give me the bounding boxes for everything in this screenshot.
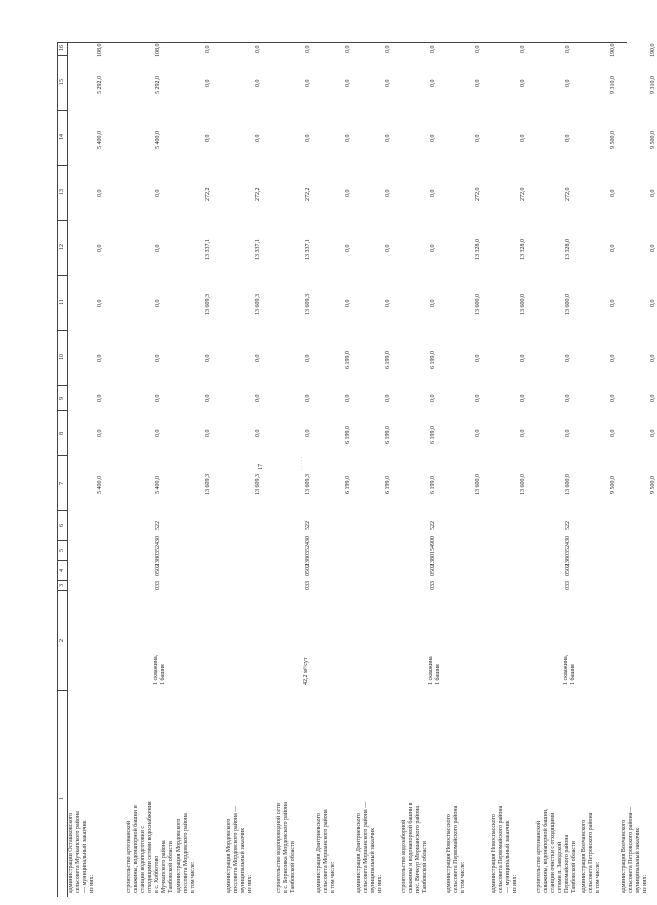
column-separator [57, 540, 67, 541]
row-value-col13: 272,2 [255, 187, 261, 201]
row-value-col9: 0,0 [345, 394, 351, 403]
row-value-col8: 6 199,0 [430, 425, 436, 444]
row-value-col13: 272,0 [475, 187, 481, 201]
row-value-col14: 5 400,0 [155, 130, 161, 149]
row-value-col14: 0,0 [475, 134, 481, 143]
row-value-col10: 0,0 [305, 354, 311, 363]
row-value-col7: 5 400,0 [97, 475, 103, 494]
row-value-col6: 522 [305, 520, 311, 530]
row-value-col9: 0,0 [610, 394, 616, 403]
header-cell: 1 [59, 796, 65, 800]
row-value-col10: 0,0 [205, 354, 211, 363]
row-value-col15: 0,0 [475, 79, 481, 88]
column-separator [57, 455, 67, 456]
row-value-col11: 13 609,3 [205, 294, 211, 316]
row-value-col5: 1380352430 [305, 536, 311, 566]
row-value-col8: 0,0 [520, 429, 526, 438]
row-value-col15: 0,0 [385, 79, 391, 88]
row-value-col16: 108,0 [155, 43, 161, 57]
row-value-col11: 13 600,0 [520, 294, 526, 316]
row-value-col13: 272,2 [305, 187, 311, 201]
row-value-col9: 0,0 [97, 394, 103, 403]
header-cell: 8 [59, 431, 65, 435]
row-value-col4: 0502 [155, 564, 161, 577]
row-value-col13: 0,0 [97, 189, 103, 198]
row-value-col10: 0,0 [650, 354, 656, 363]
header-cell: 15 [59, 78, 65, 85]
header-cell: 10 [59, 353, 65, 360]
row-value-col4: 0502 [430, 564, 436, 577]
column-separator [57, 110, 67, 111]
row-value-col6: 522 [155, 520, 161, 530]
row-value-col11: 0,0 [650, 299, 656, 308]
row-value-col6: 522 [430, 520, 436, 530]
row-value-col12: 0,0 [610, 244, 616, 253]
table-border-left [57, 42, 58, 897]
row-value-col16: 0,0 [520, 45, 526, 54]
row-value-col8: 0,0 [610, 429, 616, 438]
row-description: администрация Мордовского поссовета Мордовского района — муниципальный заказчик из них: [226, 805, 253, 893]
row-value-col15: 0,0 [520, 79, 526, 88]
row-capacity: 1 скважина 1 башня [428, 656, 441, 685]
column-separator [57, 330, 67, 331]
header-cell: 5 [59, 549, 65, 552]
row-value-col14: 5 400,0 [97, 130, 103, 149]
row-value-col11: 13 609,3 [305, 294, 311, 316]
header-cell: 3 [59, 584, 65, 587]
row-value-col10: 0,0 [475, 354, 481, 363]
row-value-col11: 0,0 [385, 299, 391, 308]
row-value-col7: 13 600,0 [475, 474, 481, 496]
row-value-col3: 033 [430, 580, 436, 590]
row-value-col14: 0,0 [565, 134, 571, 143]
row-value-col15: 0,0 [205, 79, 211, 88]
row-description: строительство водопроводной сети в с. Борисовка Мордовского района Тамбовской области [276, 802, 296, 893]
table-border-top [57, 42, 627, 43]
row-capacity: 42,2 м³/сут [303, 657, 309, 685]
row-value-col14: 0,0 [430, 134, 436, 143]
row-value-col14: 0,0 [520, 134, 526, 143]
row-value-col16: 0,0 [385, 45, 391, 54]
column-separator [57, 42, 67, 43]
row-value-col10: 6 199,0 [345, 350, 351, 369]
row-value-col12: 0,0 [385, 244, 391, 253]
row-value-col11: 0,0 [610, 299, 616, 308]
row-value-col15: 5 292,0 [155, 75, 161, 94]
row-value-col10: 0,0 [97, 354, 103, 363]
row-value-col4: 0502 [565, 564, 571, 577]
row-value-col14: 0,0 [205, 134, 211, 143]
row-value-col9: 0,0 [475, 394, 481, 403]
row-value-col10: 0,0 [610, 354, 616, 363]
row-value-col14: 0,0 [305, 134, 311, 143]
row-value-col11: 0,0 [155, 299, 161, 308]
row-value-col9: 0,0 [385, 394, 391, 403]
row-value-col15: 0,0 [565, 79, 571, 88]
row-value-col10: 6 199,0 [430, 350, 436, 369]
row-value-col8: 6 199,0 [345, 425, 351, 444]
header-separator [67, 42, 68, 897]
header-cell: 4 [59, 569, 65, 572]
row-value-col12: 0,0 [345, 244, 351, 253]
column-separator [57, 580, 67, 581]
row-description: администрации Осташковского сельсовета Мучкапского района — муниципальный заказчик из них: [68, 811, 95, 893]
column-separator [57, 55, 67, 56]
row-value-col8: 0,0 [475, 429, 481, 438]
row-value-col12: 13 337,1 [255, 239, 261, 261]
row-value-col7: 13 609,3 [305, 474, 311, 496]
row-value-col8: 6 199,0 [385, 425, 391, 444]
row-value-col13: 272,2 [205, 187, 211, 201]
row-value-col16: 0,0 [345, 45, 351, 54]
row-value-col13: 0,0 [650, 189, 656, 198]
row-value-col8: 0,0 [650, 429, 656, 438]
row-value-col16: 190,0 [650, 43, 656, 57]
row-value-col7: 13 609,3 [255, 474, 261, 496]
row-value-col11: 0,0 [430, 299, 436, 308]
row-value-col9: 0,0 [520, 394, 526, 403]
column-separator [57, 690, 67, 691]
row-value-col12: 13 328,0 [520, 239, 526, 261]
header-cell: 2 [59, 639, 65, 642]
row-value-col12: 13 328,0 [475, 239, 481, 261]
row-capacity: 1 скважина, 1 башня [563, 654, 576, 685]
row-value-col3: 033 [565, 580, 571, 590]
row-value-col15: 0,0 [430, 79, 436, 88]
row-value-col13: 0,0 [610, 189, 616, 198]
row-value-col14: 0,0 [385, 134, 391, 143]
row-value-col7: 6 199,0 [430, 475, 436, 494]
column-separator [57, 165, 67, 166]
row-value-col15: 5 292,0 [97, 75, 103, 94]
column-separator [57, 510, 67, 511]
header-cell: 6 [59, 524, 65, 527]
row-description: строительство артезианской скважины, водонапорной башни и станции водоподготовки с отходящими сетями водоснабжения в с. Хобботово Мучкапского района Тамбовской области [126, 801, 174, 893]
row-value-col11: 0,0 [97, 299, 103, 308]
row-value-col8: 0,0 [155, 429, 161, 438]
column-separator [57, 560, 67, 561]
row-description: администрация Волчанского сельсовета Петровского района— муниципальный заказчик из них: [621, 806, 648, 893]
row-value-col12: 0,0 [155, 244, 161, 253]
row-value-col9: 0,0 [650, 394, 656, 403]
row-value-col8: 0,0 [205, 429, 211, 438]
row-value-col12: 0,0 [97, 244, 103, 253]
row-description: строительство водозаборной скважины и водонапорной башни в пос. Вичкур Моршанского района Тамбовской области [401, 802, 428, 893]
row-value-col12: 0,0 [650, 244, 656, 253]
row-capacity: 1 скважина, 1 башня [153, 654, 166, 685]
row-value-col8: 0,0 [565, 429, 571, 438]
row-value-col16: 0,0 [205, 45, 211, 54]
row-value-col16: 0,0 [305, 45, 311, 54]
row-value-col8: 0,0 [305, 429, 311, 438]
row-value-col16: 0,0 [565, 45, 571, 54]
row-value-col16: 108,0 [97, 43, 103, 57]
row-value-col11: 13 600,0 [475, 294, 481, 316]
row-value-col9: 0,0 [205, 394, 211, 403]
row-description: администрация Новоспасского сельсовета Первомайского района в том числе: [446, 805, 466, 893]
header-cell: 11 [59, 298, 65, 305]
row-description: администрация Новоспасского сельсовета Первомайского района — муниципальный заказчик из них: [491, 805, 518, 893]
row-value-col10: 0,0 [255, 354, 261, 363]
row-value-col7: 9 500,0 [650, 475, 656, 494]
row-value-col15: 0,0 [255, 79, 261, 88]
row-description: администрация Дмитриевского сельсовета Моршанского района — муниципальный заказчик из них: [356, 801, 383, 893]
row-value-col11: 13 609,3 [255, 294, 261, 316]
row-value-col9: 0,0 [155, 394, 161, 403]
row-value-col13: 0,0 [345, 189, 351, 198]
row-value-col14: 9 500,0 [610, 130, 616, 149]
row-value-col15: 0,0 [305, 79, 311, 88]
header-cell: 9 [59, 396, 65, 400]
row-value-col7: 13 609,3 [205, 474, 211, 496]
row-value-col13: 0,0 [385, 189, 391, 198]
row-value-col8: 0,0 [97, 429, 103, 438]
row-value-col14: 9 500,0 [650, 130, 656, 149]
header-cell: 13 [59, 188, 65, 195]
row-value-col12: 13 337,1 [305, 239, 311, 261]
row-description: администрация Волчанского сельсовета Петровского района в том числе: [581, 812, 601, 893]
row-value-col7: 13 600,0 [565, 474, 571, 496]
row-value-col3: 033 [305, 580, 311, 590]
row-value-col5: 1380154900 [430, 536, 436, 566]
row-value-col13: 0,0 [155, 189, 161, 198]
row-value-col12: 13 337,1 [205, 239, 211, 261]
row-value-col16: 0,0 [475, 45, 481, 54]
row-description: строительство артезианской скважины, водонапорной башни, станции очистки с отходящими сетями п. Заводской Первомайского района Тамбовской области [536, 808, 577, 893]
row-value-col7: 6 199,0 [385, 475, 391, 494]
row-value-col9: 0,0 [305, 394, 311, 403]
row-value-col14: 0,0 [255, 134, 261, 143]
row-value-col5: 1380352430 [565, 536, 571, 566]
row-value-col16: 0,0 [430, 45, 436, 54]
row-value-col14: 0,0 [345, 134, 351, 143]
row-value-col7: 9 500,0 [610, 475, 616, 494]
header-cell: 16 [59, 44, 65, 51]
row-value-col9: 0,0 [255, 394, 261, 403]
row-value-col11: 0,0 [345, 299, 351, 308]
row-value-col7: 6 199,0 [345, 475, 351, 494]
row-value-col13: 272,0 [520, 187, 526, 201]
row-value-col4: 0502 [305, 564, 311, 577]
row-value-col10: 6 199,0 [385, 350, 391, 369]
row-value-col9: 0,0 [430, 394, 436, 403]
row-value-col10: 0,0 [565, 354, 571, 363]
row-value-col13: 272,0 [565, 187, 571, 201]
row-description: администрация Дмитриевского сельсовета Моршанского района в том числе: [316, 809, 336, 893]
row-value-col3: 033 [155, 580, 161, 590]
header-cell: 14 [59, 133, 65, 140]
row-value-col7: 13 600,0 [520, 474, 526, 496]
row-value-col5: 1380352430 [155, 536, 161, 566]
row-value-col13: 0,0 [430, 189, 436, 198]
row-description: администрация Мордовского поссовета Мордовского района в том числе: [176, 813, 196, 893]
column-separator [57, 275, 67, 276]
row-value-col12: 13 328,0 [565, 239, 571, 261]
row-value-col16: 190,0 [610, 43, 616, 57]
page-number: 17 [258, 464, 264, 470]
header-cell: 12 [59, 243, 65, 250]
column-separator [57, 220, 67, 221]
column-separator [57, 385, 67, 386]
column-separator [57, 590, 67, 591]
row-value-col10: 0,0 [520, 354, 526, 363]
row-value-col15: 9 310,0 [650, 75, 656, 94]
row-value-col11: 13 600,0 [565, 294, 571, 316]
row-value-col12: 0,0 [430, 244, 436, 253]
row-value-col15: 0,0 [345, 79, 351, 88]
row-value-col6: 522 [565, 520, 571, 530]
row-value-col8: 0,0 [255, 429, 261, 438]
header-cell: 7 [59, 481, 65, 485]
row-value-col16: 0,0 [255, 45, 261, 54]
row-value-col9: 0,0 [565, 394, 571, 403]
row-value-col7: 5 400,0 [155, 475, 161, 494]
scan-mark: · · · · · [300, 456, 305, 470]
row-value-col15: 9 310,0 [610, 75, 616, 94]
row-value-col10: 0,0 [155, 354, 161, 363]
column-separator [57, 410, 67, 411]
